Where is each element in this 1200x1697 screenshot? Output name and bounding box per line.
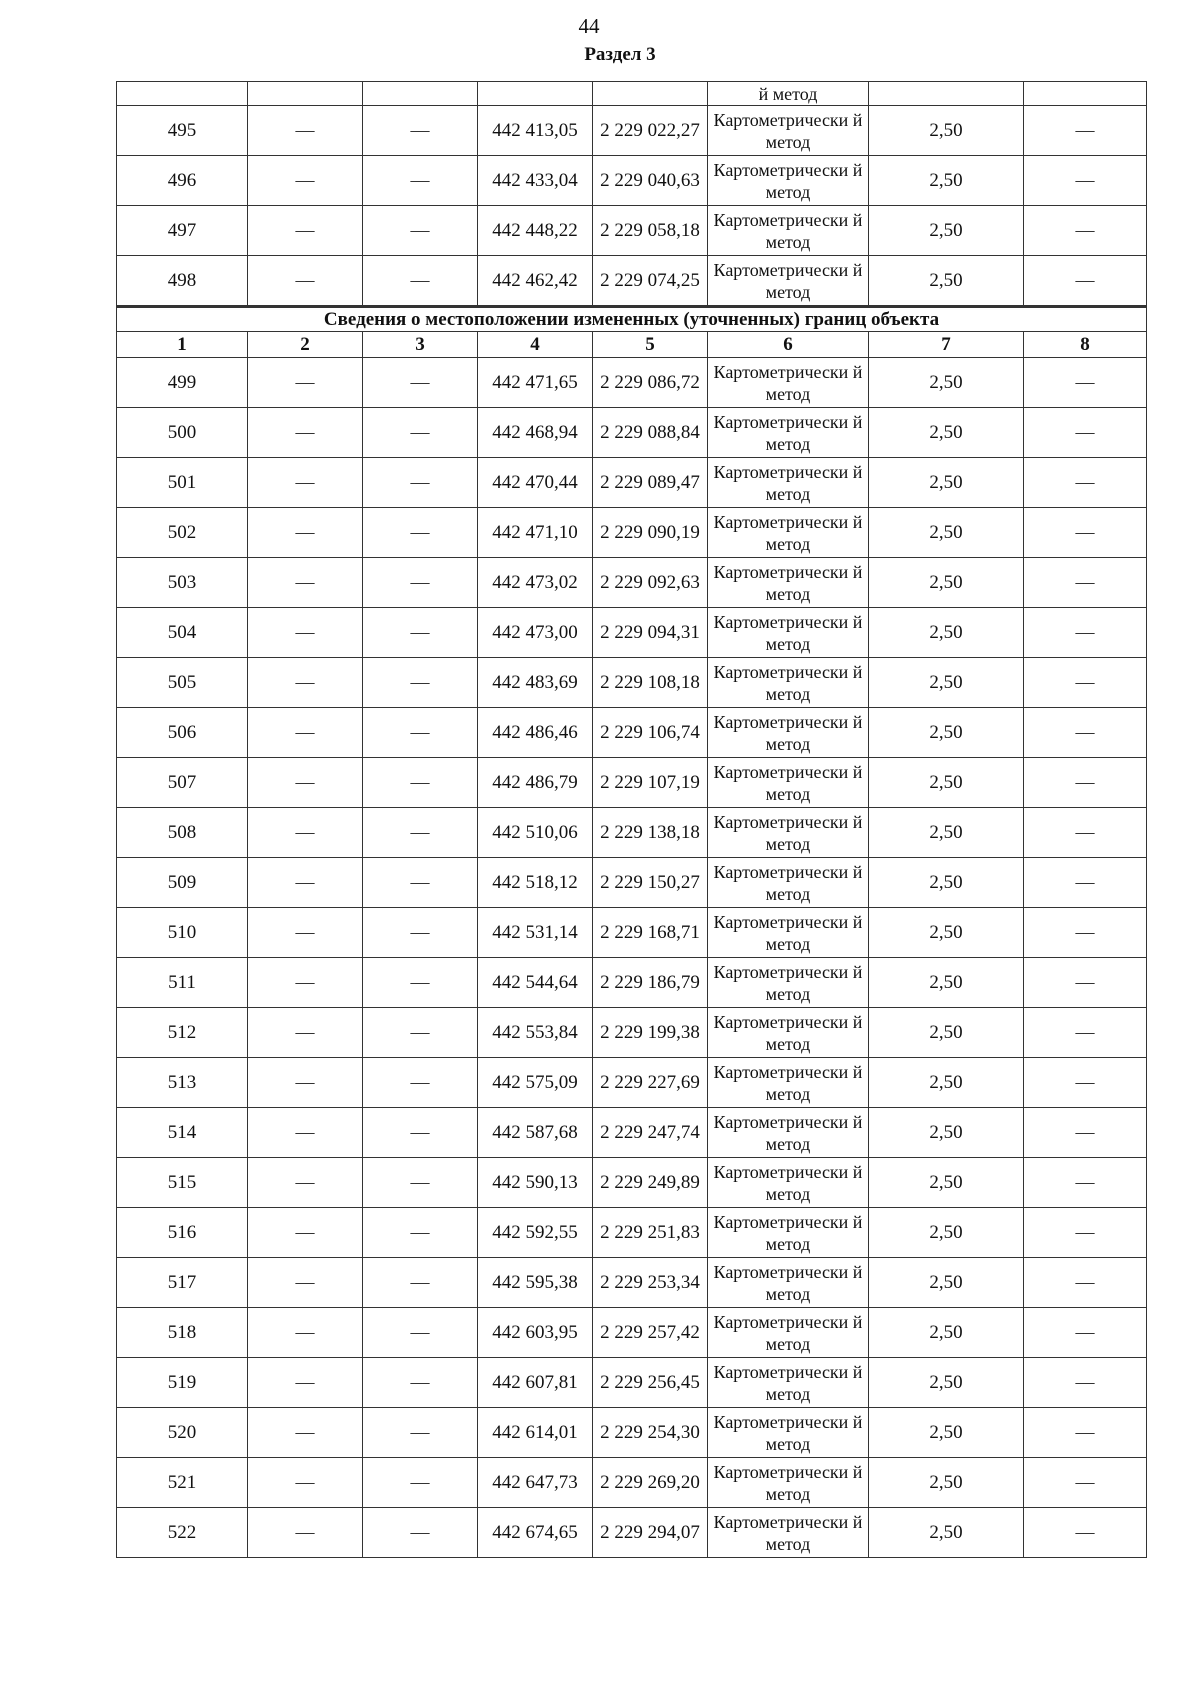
method-cell: Картометрически й метод: [708, 558, 869, 608]
accuracy-cell: 2,50: [869, 1008, 1024, 1058]
table-row: [117, 508, 1147, 558]
col8-cell: —: [1024, 1058, 1147, 1108]
col2-cell: —: [248, 708, 363, 758]
accuracy-cell: 2,50: [869, 508, 1024, 558]
col8-cell: —: [1024, 858, 1147, 908]
y-coordinate-cell: 2 229 257,42: [593, 1308, 708, 1358]
col2-cell: —: [248, 1408, 363, 1458]
method-cell: Картометрически й метод: [708, 458, 869, 508]
col3-cell: —: [363, 708, 478, 758]
method-cell: Картометрически й метод: [708, 758, 869, 808]
point-number-cell: 511: [117, 958, 248, 1008]
accuracy-cell: 2,50: [869, 408, 1024, 458]
column-number-cell: 5: [593, 332, 708, 358]
col3-cell: —: [363, 758, 478, 808]
x-coordinate-cell: 442 473,02: [478, 558, 593, 608]
col8-cell: —: [1024, 256, 1147, 307]
point-number-cell: 509: [117, 858, 248, 908]
accuracy-cell: 2,50: [869, 758, 1024, 808]
col8-cell: —: [1024, 1508, 1147, 1558]
column-number-cell: 3: [363, 332, 478, 358]
col8-cell: —: [1024, 1158, 1147, 1208]
col2-cell: —: [248, 858, 363, 908]
method-cell: Картометрически й метод: [708, 1408, 869, 1458]
point-number-cell: 507: [117, 758, 248, 808]
col3-cell: —: [363, 358, 478, 408]
y-coordinate-cell: 2 229 254,30: [593, 1408, 708, 1458]
y-coordinate-cell: 2 229 227,69: [593, 1058, 708, 1108]
col2-cell: —: [248, 1508, 363, 1558]
y-coordinate-cell: 2 229 269,20: [593, 1458, 708, 1508]
x-coordinate-cell: 442 510,06: [478, 808, 593, 858]
table-caption: Сведения о местоположении измененных (уточненных) границ объекта: [117, 307, 1147, 332]
method-cell: Картометрически й метод: [708, 708, 869, 758]
point-number-cell: 498: [117, 256, 248, 307]
x-coordinate-cell: 442 486,46: [478, 708, 593, 758]
col2-cell: —: [248, 256, 363, 307]
page-number: 44: [578, 14, 600, 38]
point-number-cell: 512: [117, 1008, 248, 1058]
method-cell: Картометрически й метод: [708, 256, 869, 307]
x-coordinate-cell: 442 587,68: [478, 1108, 593, 1158]
col2-cell: —: [248, 1108, 363, 1158]
col3-cell: —: [363, 1358, 478, 1408]
method-cell: Картометрически й метод: [708, 156, 869, 206]
method-cell: Картометрически й метод: [708, 958, 869, 1008]
col8-cell: —: [1024, 508, 1147, 558]
continued-method-cell: й метод: [708, 82, 869, 106]
col3-cell: —: [363, 808, 478, 858]
method-cell: Картометрически й метод: [708, 1158, 869, 1208]
point-number-cell: 515: [117, 1158, 248, 1208]
point-number-cell: 510: [117, 908, 248, 958]
accuracy-cell: 2,50: [869, 1208, 1024, 1258]
y-coordinate-cell: 2 229 088,84: [593, 408, 708, 458]
col2-cell: —: [248, 558, 363, 608]
table-row: [117, 658, 1147, 708]
col3-cell: —: [363, 508, 478, 558]
y-coordinate-cell: 2 229 249,89: [593, 1158, 708, 1208]
col8-cell: —: [1024, 558, 1147, 608]
point-number-cell: 502: [117, 508, 248, 558]
x-coordinate-cell: 442 433,04: [478, 156, 593, 206]
point-number-cell: 520: [117, 1408, 248, 1458]
col2-cell: —: [248, 1158, 363, 1208]
table-row: [117, 958, 1147, 1008]
col2-cell: —: [248, 1008, 363, 1058]
point-number-cell: 500: [117, 408, 248, 458]
x-coordinate-cell: 442 544,64: [478, 958, 593, 1008]
point-number-cell: 506: [117, 708, 248, 758]
table-row: [117, 908, 1147, 958]
section-title: Раздел 3: [584, 44, 656, 65]
y-coordinate-cell: 2 229 086,72: [593, 358, 708, 408]
point-number-cell: 504: [117, 608, 248, 658]
table-row: [117, 458, 1147, 508]
column-number-cell: 1: [117, 332, 248, 358]
col3-cell: —: [363, 1108, 478, 1158]
accuracy-cell: 2,50: [869, 1108, 1024, 1158]
col8-cell: —: [1024, 758, 1147, 808]
y-coordinate-cell: 2 229 168,71: [593, 908, 708, 958]
table-row: [117, 1258, 1147, 1308]
method-cell: Картометрически й метод: [708, 808, 869, 858]
y-coordinate-cell: 2 229 040,63: [593, 156, 708, 206]
point-number-cell: 495: [117, 106, 248, 156]
point-number-cell: 508: [117, 808, 248, 858]
accuracy-cell: 2,50: [869, 958, 1024, 1008]
table-row: [117, 206, 1147, 256]
x-coordinate-cell: 442 674,65: [478, 1508, 593, 1558]
col2-cell: —: [248, 808, 363, 858]
y-coordinate-cell: 2 229 106,74: [593, 708, 708, 758]
method-cell: Картометрически й метод: [708, 1508, 869, 1558]
col3-cell: —: [363, 1208, 478, 1258]
col2-cell: —: [248, 458, 363, 508]
table-row: [117, 1458, 1147, 1508]
accuracy-cell: 2,50: [869, 358, 1024, 408]
x-coordinate-cell: 442 483,69: [478, 658, 593, 708]
table-row: [117, 1408, 1147, 1458]
y-coordinate-cell: 2 229 022,27: [593, 106, 708, 156]
method-cell: Картометрически й метод: [708, 908, 869, 958]
y-coordinate-cell: 2 229 089,47: [593, 458, 708, 508]
x-coordinate-cell: 442 473,00: [478, 608, 593, 658]
col8-cell: —: [1024, 1458, 1147, 1508]
method-cell: Картометрически й метод: [708, 1108, 869, 1158]
accuracy-cell: 2,50: [869, 156, 1024, 206]
accuracy-cell: 2,50: [869, 908, 1024, 958]
col8-cell: —: [1024, 608, 1147, 658]
accuracy-cell: 2,50: [869, 1458, 1024, 1508]
col8-cell: —: [1024, 106, 1147, 156]
method-cell: Картометрически й метод: [708, 1058, 869, 1108]
accuracy-cell: 2,50: [869, 708, 1024, 758]
col8-cell: —: [1024, 458, 1147, 508]
accuracy-cell: 2,50: [869, 1308, 1024, 1358]
method-cell: Картометрически й метод: [708, 1008, 869, 1058]
method-cell: Картометрически й метод: [708, 858, 869, 908]
method-cell: Картометрически й метод: [708, 408, 869, 458]
y-coordinate-cell: 2 229 138,18: [593, 808, 708, 858]
x-coordinate-cell: 442 486,79: [478, 758, 593, 808]
col2-cell: —: [248, 758, 363, 808]
boundary-coordinates-table: [116, 81, 1147, 1558]
x-coordinate-cell: 442 471,65: [478, 358, 593, 408]
y-coordinate-cell: 2 229 108,18: [593, 658, 708, 708]
point-number-cell: 496: [117, 156, 248, 206]
accuracy-cell: 2,50: [869, 256, 1024, 307]
accuracy-cell: 2,50: [869, 106, 1024, 156]
point-number-cell: 501: [117, 458, 248, 508]
y-coordinate-cell: 2 229 107,19: [593, 758, 708, 808]
col8-cell: —: [1024, 1108, 1147, 1158]
accuracy-cell: 2,50: [869, 1058, 1024, 1108]
col8-cell: —: [1024, 358, 1147, 408]
accuracy-cell: 2,50: [869, 558, 1024, 608]
column-number-cell: 7: [869, 332, 1024, 358]
method-cell: Картометрически й метод: [708, 106, 869, 156]
x-coordinate-cell: 442 590,13: [478, 1158, 593, 1208]
col8-cell: —: [1024, 658, 1147, 708]
x-coordinate-cell: 442 468,94: [478, 408, 593, 458]
col8-cell: —: [1024, 1208, 1147, 1258]
table-row: [117, 858, 1147, 908]
table-row: [117, 256, 1147, 307]
y-coordinate-cell: 2 229 251,83: [593, 1208, 708, 1258]
point-number-cell: 503: [117, 558, 248, 608]
col8-cell: —: [1024, 958, 1147, 1008]
table-row: [117, 156, 1147, 206]
point-number-cell: 517: [117, 1258, 248, 1308]
method-cell: Картометрически й метод: [708, 1458, 869, 1508]
col3-cell: —: [363, 408, 478, 458]
col8-cell: —: [1024, 1258, 1147, 1308]
accuracy-cell: 2,50: [869, 808, 1024, 858]
accuracy-cell: 2,50: [869, 1408, 1024, 1458]
col8-cell: —: [1024, 808, 1147, 858]
y-coordinate-cell: 2 229 058,18: [593, 206, 708, 256]
table-row: [117, 1308, 1147, 1358]
method-cell: Картометрически й метод: [708, 1308, 869, 1358]
col3-cell: —: [363, 1508, 478, 1558]
table-row: [117, 558, 1147, 608]
table-caption-row: [117, 307, 1147, 332]
accuracy-cell: 2,50: [869, 206, 1024, 256]
x-coordinate-cell: 442 607,81: [478, 1358, 593, 1408]
y-coordinate-cell: 2 229 199,38: [593, 1008, 708, 1058]
y-coordinate-cell: 2 229 150,27: [593, 858, 708, 908]
x-coordinate-cell: 442 531,14: [478, 908, 593, 958]
point-number-cell: 522: [117, 1508, 248, 1558]
col2-cell: —: [248, 106, 363, 156]
col2-cell: —: [248, 1358, 363, 1408]
y-coordinate-cell: 2 229 256,45: [593, 1358, 708, 1408]
col8-cell: —: [1024, 1008, 1147, 1058]
table-row: [117, 808, 1147, 858]
y-coordinate-cell: 2 229 090,19: [593, 508, 708, 558]
point-number-cell: 516: [117, 1208, 248, 1258]
col2-cell: —: [248, 908, 363, 958]
col3-cell: —: [363, 1008, 478, 1058]
col2-cell: —: [248, 156, 363, 206]
x-coordinate-cell: 442 413,05: [478, 106, 593, 156]
col2-cell: —: [248, 608, 363, 658]
column-number-cell: 2: [248, 332, 363, 358]
col3-cell: —: [363, 256, 478, 307]
col2-cell: —: [248, 1458, 363, 1508]
accuracy-cell: 2,50: [869, 1258, 1024, 1308]
continued-row: [117, 82, 1147, 106]
point-number-cell: 521: [117, 1458, 248, 1508]
table-row: [117, 1008, 1147, 1058]
x-coordinate-cell: 442 575,09: [478, 1058, 593, 1108]
col2-cell: —: [248, 358, 363, 408]
col3-cell: —: [363, 908, 478, 958]
method-cell: Картометрически й метод: [708, 508, 869, 558]
table-row: [117, 608, 1147, 658]
table-row: [117, 1358, 1147, 1408]
col3-cell: —: [363, 958, 478, 1008]
method-cell: Картометрически й метод: [708, 1208, 869, 1258]
accuracy-cell: 2,50: [869, 1508, 1024, 1558]
column-number-cell: 6: [708, 332, 869, 358]
accuracy-cell: 2,50: [869, 458, 1024, 508]
col3-cell: —: [363, 558, 478, 608]
x-coordinate-cell: 442 647,73: [478, 1458, 593, 1508]
col8-cell: —: [1024, 708, 1147, 758]
col2-cell: —: [248, 658, 363, 708]
y-coordinate-cell: 2 229 253,34: [593, 1258, 708, 1308]
col2-cell: —: [248, 1208, 363, 1258]
table-row: [117, 1058, 1147, 1108]
column-number-row: [117, 332, 1147, 358]
x-coordinate-cell: 442 614,01: [478, 1408, 593, 1458]
table-row: [117, 1108, 1147, 1158]
col3-cell: —: [363, 1458, 478, 1508]
col8-cell: —: [1024, 408, 1147, 458]
table-row: [117, 1208, 1147, 1258]
point-number-cell: 514: [117, 1108, 248, 1158]
x-coordinate-cell: 442 470,44: [478, 458, 593, 508]
col2-cell: —: [248, 958, 363, 1008]
col3-cell: —: [363, 458, 478, 508]
col8-cell: —: [1024, 206, 1147, 256]
accuracy-cell: 2,50: [869, 1358, 1024, 1408]
table-row: [117, 1158, 1147, 1208]
x-coordinate-cell: 442 471,10: [478, 508, 593, 558]
method-cell: Картометрически й метод: [708, 658, 869, 708]
col2-cell: —: [248, 508, 363, 558]
y-coordinate-cell: 2 229 074,25: [593, 256, 708, 307]
accuracy-cell: 2,50: [869, 658, 1024, 708]
col8-cell: —: [1024, 1408, 1147, 1458]
col3-cell: —: [363, 1158, 478, 1208]
col3-cell: —: [363, 1408, 478, 1458]
table-row: [117, 408, 1147, 458]
col3-cell: —: [363, 156, 478, 206]
col3-cell: —: [363, 106, 478, 156]
col3-cell: —: [363, 1308, 478, 1358]
y-coordinate-cell: 2 229 294,07: [593, 1508, 708, 1558]
table-row: [117, 358, 1147, 408]
method-cell: Картометрически й метод: [708, 1358, 869, 1408]
col3-cell: —: [363, 858, 478, 908]
y-coordinate-cell: 2 229 094,31: [593, 608, 708, 658]
x-coordinate-cell: 442 553,84: [478, 1008, 593, 1058]
col8-cell: —: [1024, 908, 1147, 958]
y-coordinate-cell: 2 229 247,74: [593, 1108, 708, 1158]
x-coordinate-cell: 442 448,22: [478, 206, 593, 256]
col2-cell: —: [248, 206, 363, 256]
accuracy-cell: 2,50: [869, 858, 1024, 908]
col2-cell: —: [248, 1308, 363, 1358]
x-coordinate-cell: 442 595,38: [478, 1258, 593, 1308]
x-coordinate-cell: 442 462,42: [478, 256, 593, 307]
accuracy-cell: 2,50: [869, 1158, 1024, 1208]
col3-cell: —: [363, 206, 478, 256]
y-coordinate-cell: 2 229 092,63: [593, 558, 708, 608]
col3-cell: —: [363, 608, 478, 658]
point-number-cell: 519: [117, 1358, 248, 1408]
col3-cell: —: [363, 658, 478, 708]
method-cell: Картометрически й метод: [708, 206, 869, 256]
x-coordinate-cell: 442 603,95: [478, 1308, 593, 1358]
method-cell: Картометрически й метод: [708, 608, 869, 658]
column-number-cell: 8: [1024, 332, 1147, 358]
accuracy-cell: 2,50: [869, 608, 1024, 658]
col8-cell: —: [1024, 156, 1147, 206]
point-number-cell: 497: [117, 206, 248, 256]
col2-cell: —: [248, 408, 363, 458]
y-coordinate-cell: 2 229 186,79: [593, 958, 708, 1008]
point-number-cell: 505: [117, 658, 248, 708]
method-cell: Картометрически й метод: [708, 1258, 869, 1308]
point-number-cell: 518: [117, 1308, 248, 1358]
point-number-cell: 499: [117, 358, 248, 408]
col2-cell: —: [248, 1258, 363, 1308]
table-row: [117, 758, 1147, 808]
col3-cell: —: [363, 1258, 478, 1308]
col8-cell: —: [1024, 1308, 1147, 1358]
x-coordinate-cell: 442 518,12: [478, 858, 593, 908]
col3-cell: —: [363, 1058, 478, 1108]
point-number-cell: 513: [117, 1058, 248, 1108]
col8-cell: —: [1024, 1358, 1147, 1408]
column-number-cell: 4: [478, 332, 593, 358]
method-cell: Картометрически й метод: [708, 358, 869, 408]
table-row: [117, 708, 1147, 758]
col2-cell: —: [248, 1058, 363, 1108]
table-row: [117, 1508, 1147, 1558]
x-coordinate-cell: 442 592,55: [478, 1208, 593, 1258]
table-row: [117, 106, 1147, 156]
